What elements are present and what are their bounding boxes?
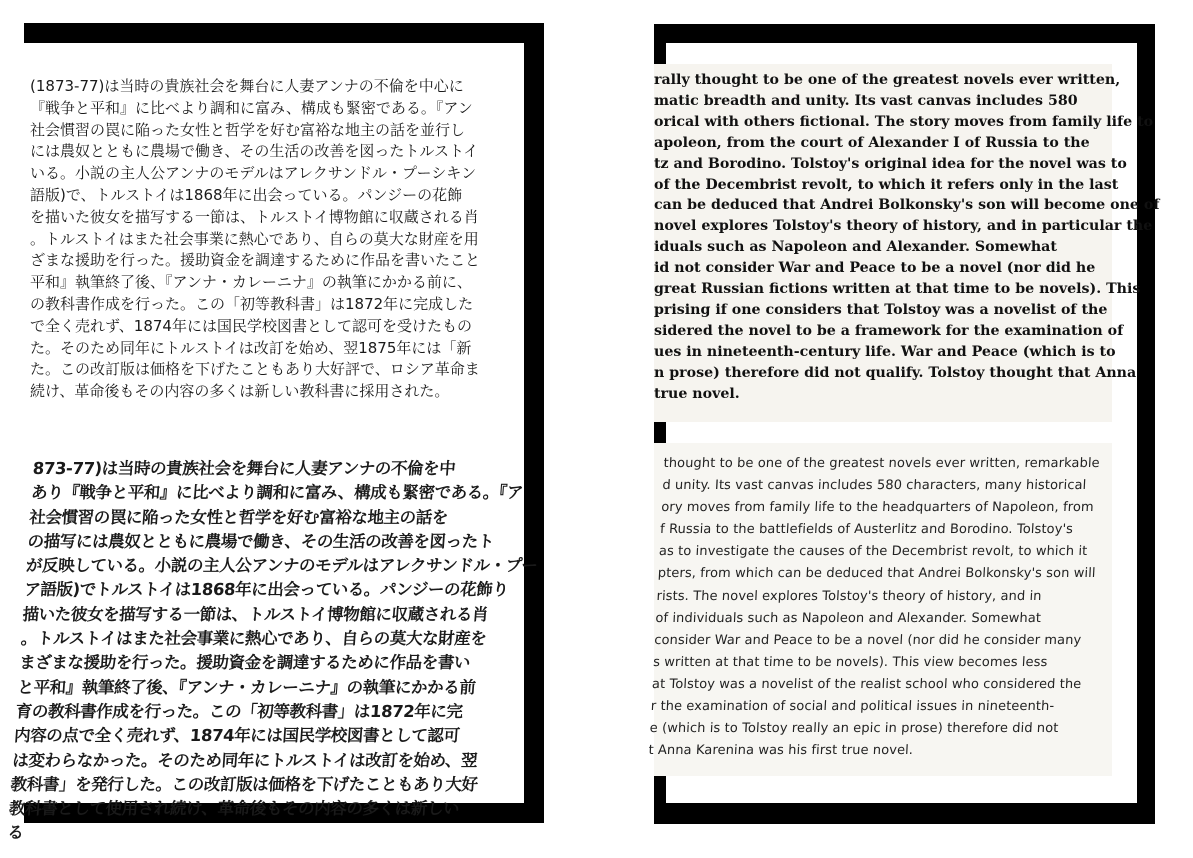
text-line: at Tolstoy was a novelist of the realist school who considered the bbox=[651, 676, 1082, 692]
text-line: iduals such as Napoleon and Alexander. Somewhat bbox=[654, 239, 1057, 256]
text-line: sidered the novel to be a framework for the examination of bbox=[654, 322, 1124, 339]
left-page-frame-top bbox=[24, 23, 544, 43]
text-line: of the Decembrist revolt, to which it refers only in the last bbox=[654, 176, 1119, 193]
text-line: e (which is to Tolstoy really an epic in prose) therefore did not bbox=[649, 721, 1059, 737]
text-line: 。トルストイはまた社会事業に熱心であり、自らの莫大な財産を bbox=[20, 629, 488, 649]
text-line: の描写には農奴とともに農場で働き、その生活の改善を図ったト bbox=[27, 531, 495, 551]
text-line: る bbox=[6, 823, 25, 843]
text-line: 『戦争と平和』に比べより調和に富み、構成も緊密である。『アン bbox=[30, 98, 473, 117]
text-line: あり『戦争と平和』に比べより調和に富み、構成も緊密である。『ア bbox=[30, 483, 524, 503]
text-line: 平和』執筆終了後、『アンナ・カレーニナ』の執筆にかかる前に、 bbox=[30, 273, 472, 292]
text-line: まざまな援助を行った。援助資金を調達するために作品を書い bbox=[18, 653, 471, 673]
text-line: の教科書作成を行った。この「初等教科書」は1872年に完成した bbox=[30, 294, 474, 313]
text-line: orical with others fictional. The story moves from family life to bbox=[654, 113, 1154, 130]
text-line: novel explores Tolstoy's theory of history, and in particular the bbox=[654, 218, 1153, 235]
text-line: が反映している。小説の主人公アンナのモデルはアレクサンドル・プー bbox=[25, 556, 539, 576]
text-line: t Anna Karenina was his first true novel. bbox=[648, 743, 914, 759]
left-page bbox=[6, 43, 539, 843]
english-printed-text bbox=[654, 70, 1159, 405]
text-line: matic breadth and unity. Its vast canvas includes 580 bbox=[654, 92, 1078, 109]
text-line: 内容の点で全く売れず、1874年には国民学校図書として認可 bbox=[13, 726, 461, 746]
text-line: n prose) therefore did not qualify. Tolstoy thought that Anna bbox=[654, 364, 1137, 381]
text-line: consider War and Peace to be a novel (nor did he consider many bbox=[653, 632, 1082, 648]
text-line: rists. The novel explores Tolstoy's theory of history, and in bbox=[656, 588, 1042, 604]
text-line: pters, from which can be deduced that Andrei Bolkonsky's son will bbox=[657, 566, 1096, 582]
text-line: d unity. Its vast canvas includes 580 characters, many historical bbox=[662, 478, 1087, 494]
text-line: tz and Borodino. Tolstoy's original idea for the novel was to bbox=[654, 155, 1127, 172]
text-line: は変わらなかった。そのため同年にトルストイは改訂を始め、翌 bbox=[11, 750, 478, 770]
text-line: f Russia to the battlefields of Austerlitz and Borodino. Tolstoy's bbox=[659, 522, 1074, 538]
text-line: ory moves from family life to the headquarters of Napoleon, from bbox=[660, 500, 1095, 516]
text-line: prising if one considers that Tolstoy was a novelist of the bbox=[654, 301, 1108, 318]
text-line: as to investigate the causes of the Decembrist revolt, to which it bbox=[658, 544, 1088, 560]
english-printed-card bbox=[654, 64, 1160, 422]
right-page-frame-bottom bbox=[654, 803, 1155, 824]
text-line: には農奴とともに農場で働き、その生活の改善を図ったトルストイ bbox=[30, 142, 479, 161]
text-line: を描いた彼女を描写する一節は、トルストイ博物館に収蔵される肖 bbox=[30, 207, 479, 226]
text-line: apoleon, from the court of Alexander I of Russia to the bbox=[654, 134, 1090, 151]
text-line: ues in nineteenth-century life. War and Peace (which is to bbox=[654, 343, 1116, 360]
english-handwritten-text bbox=[648, 453, 1102, 762]
text-line: 社会慣習の罠に陥った女性と哲学を好む富裕な地主の話を bbox=[28, 507, 449, 527]
text-line: 育の教科書作成を行った。この「初等教科書」は1872年に完 bbox=[15, 701, 464, 721]
text-line: id not consider War and Peace to be a novel (nor did he bbox=[654, 260, 1096, 277]
text-line: 873-77)は当時の貴族社会を舞台に人妻アンナの不倫を中 bbox=[32, 459, 456, 478]
text-line: た。この改訂版は価格を下げたこともあり大好評で、ロシア革命ま bbox=[30, 360, 480, 379]
japanese-printed-text bbox=[30, 76, 550, 403]
right-page-frame-top bbox=[654, 24, 1155, 43]
text-line: 社会慣習の罠に陥った女性と哲学を好む富裕な地主の話を並行し bbox=[30, 120, 466, 139]
text-line: で全く売れず、1874年には国民学校図書として認可を受けたもの bbox=[30, 316, 472, 335]
text-line: 教科書として使用され続け、革命後もその内容の多くは新しい bbox=[8, 799, 460, 819]
text-line: た。そのため同年にトルストイは改訂を始め、翌1875年には「新 bbox=[30, 338, 472, 357]
japanese-handwritten-text bbox=[6, 457, 573, 846]
text-line: r the examination of social and political issues in nineteenth- bbox=[650, 699, 1055, 715]
english-handwritten-card bbox=[648, 443, 1112, 776]
text-line: いる。小説の主人公アンナのモデルはアレクサンドル・プーシキン bbox=[30, 164, 477, 183]
text-line: can be deduced that Andrei Bolkonsky's son will become one of bbox=[654, 197, 1160, 214]
text-line: ア語版)でトルストイは1868年に出会っている。パンジーの花飾り bbox=[23, 580, 510, 600]
text-line: 描いた彼女を描写する一節は、トルストイ博物館に収蔵される肖 bbox=[21, 604, 489, 624]
text-line: of individuals such as Napoleon and Alexander. Somewhat bbox=[655, 610, 1042, 626]
text-line: true novel. bbox=[654, 385, 740, 402]
text-line: (1873-77)は当時の貴族社会を舞台に人妻アンナの不倫を中心に bbox=[30, 77, 464, 95]
text-line: 。トルストイはまた社会事業に熱心であり、自らの莫大な財産を用 bbox=[30, 229, 479, 248]
text-line: great Russian fictions written at that time to be novels). This bbox=[654, 281, 1141, 298]
text-line: rally thought to be one of the greatest novels ever written, bbox=[654, 72, 1121, 88]
text-line: ざまな援助を行った。援助資金を調達するために作品を書いたこと bbox=[30, 251, 481, 270]
text-line: と平和』執筆終了後、『アンナ・カレーニナ』の執筆にかかる前 bbox=[16, 677, 477, 697]
text-line: 続け、革命後もその内容の多くは新しい教科書に採用された。 bbox=[30, 382, 450, 401]
text-line: s written at that time to be novels). This view becomes less bbox=[652, 654, 1048, 670]
text-line: thought to be one of the greatest novels ever written, remarkable bbox=[663, 456, 1101, 471]
text-line: 教科書」を発行した。この改訂版は価格を下げたこともあり大好 bbox=[10, 774, 479, 794]
right-page bbox=[648, 43, 1160, 803]
text-line: 語版)で、トルストイは1868年に出会っている。パンジーの花飾 bbox=[30, 185, 463, 204]
